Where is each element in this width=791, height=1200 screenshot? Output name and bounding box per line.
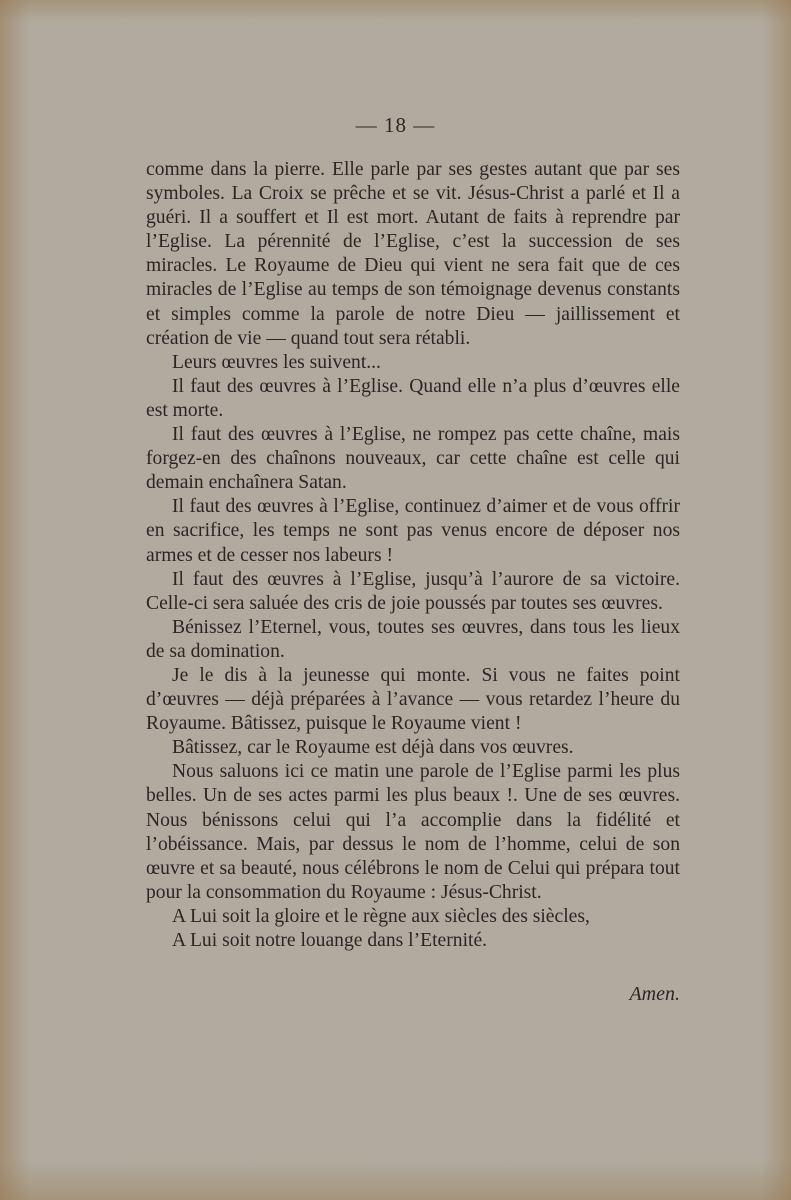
paragraph: Il faut des œuvres à l’Eglise, continuez d’aimer et de vous offrir en sacrifice, les temps ne sont pas venus encore de déposer nos armes et de cesser nos labeurs ! [146, 496, 680, 566]
paragraph: Il faut des œuvres à l’Eglise, ne rompez pas cette chaîne, mais forgez-en des chaînons nouveaux, car cette chaîne est celle qui demain enchaînera Satan. [146, 424, 680, 494]
paragraph: Bénissez l’Eternel, vous, toutes ses œuvres, dans tous les lieux de sa domination. [146, 616, 680, 662]
paragraph: A Lui soit la gloire et le règne aux siècles des siècles, [172, 905, 590, 927]
paper-edge-left [0, 0, 30, 1200]
paper-edge-top [0, 0, 791, 22]
paragraph: Leurs œuvres les suivent... [172, 351, 381, 373]
body-text [146, 158, 680, 953]
paragraph: Bâtissez, car le Royaume est déjà dans vos œuvres. [172, 737, 574, 759]
paragraph: Nous saluons ici ce matin une parole de l’Eglise parmi les plus belles. Un de ses actes parmi les plus beaux !. Une de ses œuvres. Nous bénissons celui qui l’a accomplie dans la fidélité et l’obéissance. Mais, par dessus le nom de l’homme, celui de son œuvre et sa beauté, nous célébrons le nom de Celui qui prépara tout pour la consommation du Royaume : Jésus-Christ. [146, 761, 680, 903]
paper-edge-bottom [0, 1160, 791, 1200]
paper-edge-right [761, 0, 791, 1200]
paragraph: Je le dis à la jeunesse qui monte. Si vous ne faites point d’œuvres — déjà préparées à l’avance — vous retardez l’heure du Royaume. Bâtissez, puisque le Royaume vient ! [146, 664, 680, 735]
paragraph: Il faut des œuvres à l’Eglise. Quand elle n’a plus d’œuvres elle est morte. [146, 375, 680, 421]
paragraph: A Lui soit notre louange dans l’Eternité. [172, 930, 488, 951]
signature-amen: Amen. [629, 983, 680, 1005]
page-number: — 18 — [355, 113, 436, 137]
paragraph: Il faut des œuvres à l’Eglise, jusqu’à l’aurore de sa victoire. Celle-ci sera saluée des cris de joie poussés par toutes ses œuvres. [146, 568, 680, 614]
paragraph: comme dans la pierre. Elle parle par ses gestes autant que par ses symboles. La Croix se prêche et se vit. Jésus-Christ a parlé et Il a guéri. Il a souffert et Il est mort. Autant de faits à reprendre par l’Eglise. La pérennité de l’Eglise, c’est la succession de ses miracles. Le Royaume de Dieu qui vient ne sera fait que de ces miracles de l’Eglise au temps de son témoignage devenus constants et simples comme la parole de notre Dieu — jaillissement et création de vie — quand tout sera rétabli. [146, 159, 680, 349]
